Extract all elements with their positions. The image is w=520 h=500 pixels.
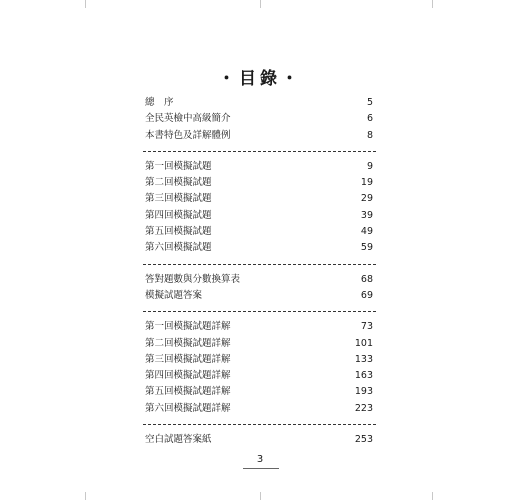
crop-mark [432, 492, 433, 500]
toc-entry-label: 第四回模擬試題 [145, 209, 212, 221]
crop-mark [260, 0, 261, 8]
toc-entry[interactable] [143, 111, 376, 127]
toc-entry-label: 第二回模擬試題詳解 [145, 337, 231, 349]
toc-entry-label: 第三回模擬試題 [145, 193, 212, 205]
toc-entry[interactable] [143, 272, 376, 288]
toc-entry-page: 193 [354, 386, 373, 398]
toc-entry-label: 第四回模擬試題詳解 [145, 370, 231, 382]
toc-entry-label: 第一回模擬試題詳解 [145, 321, 231, 333]
crop-mark [85, 492, 86, 500]
toc-entry-label: 第六回模擬試題詳解 [145, 402, 231, 414]
toc-entry-label: 空白試題答案紙 [145, 434, 212, 446]
toc-entry-label: 總 序 [145, 97, 174, 108]
page-number-underline [243, 468, 279, 469]
toc-entry-page: 6 [366, 113, 373, 125]
toc-entry[interactable] [143, 368, 376, 384]
toc-entry-label: 第五回模擬試題詳解 [145, 386, 231, 398]
toc-entry-page: 69 [360, 289, 373, 301]
toc-entry-page: 68 [360, 273, 373, 285]
toc-entry[interactable] [143, 95, 376, 111]
section-divider [143, 264, 376, 265]
toc-entry-label: 第一回模擬試題 [145, 160, 212, 172]
toc-entry-page: 101 [354, 337, 373, 349]
toc-entry-page: 29 [360, 193, 373, 205]
page-title: ・目錄・ [218, 69, 302, 89]
section-divider [143, 151, 376, 152]
toc-entry-page: 39 [360, 209, 373, 221]
toc-entry[interactable] [143, 384, 376, 400]
toc-entry[interactable] [143, 288, 376, 304]
toc-entry-page: 223 [354, 402, 373, 414]
toc-entry-label: 答對題數與分數換算表 [145, 273, 241, 285]
crop-mark [260, 492, 261, 500]
toc-entry-page: 49 [360, 226, 373, 238]
toc-entry-page: 59 [360, 242, 373, 254]
toc-entry[interactable] [143, 175, 376, 191]
toc-entry-page: 5 [366, 97, 373, 108]
toc-entry-label: 第三回模擬試題詳解 [145, 353, 231, 365]
toc-entry[interactable] [143, 224, 376, 240]
toc-entry[interactable] [143, 401, 376, 417]
toc-entry-page: 253 [354, 434, 373, 446]
page-number: 3 [256, 454, 264, 465]
toc-entry-page: 19 [360, 177, 373, 189]
toc-entry-label: 第二回模擬試題 [145, 177, 212, 189]
section-divider [143, 311, 376, 312]
toc-entry[interactable] [143, 208, 376, 224]
toc-entry-label: 模擬試題答案 [145, 289, 203, 301]
table-of-contents [143, 95, 376, 448]
toc-entry[interactable] [143, 352, 376, 368]
toc-entry-page: 163 [354, 370, 373, 382]
toc-entry[interactable] [143, 432, 376, 448]
toc-entry-page: 133 [354, 353, 373, 365]
toc-entry[interactable] [143, 128, 376, 144]
toc-entry[interactable] [143, 191, 376, 207]
toc-entry-label: 全民英檢中高級簡介 [145, 113, 231, 125]
toc-entry[interactable] [143, 319, 376, 335]
toc-entry-label: 第五回模擬試題 [145, 226, 212, 238]
crop-mark [432, 0, 433, 8]
crop-mark [85, 0, 86, 8]
section-divider [143, 424, 376, 425]
toc-entry[interactable] [143, 336, 376, 352]
toc-entry-label: 第六回模擬試題 [145, 242, 212, 254]
toc-entry[interactable] [143, 159, 376, 175]
toc-entry-page: 8 [366, 129, 373, 141]
toc-entry-page: 73 [360, 321, 373, 333]
toc-entry-label: 本書特色及詳解體例 [145, 129, 231, 141]
toc-entry[interactable] [143, 240, 376, 256]
toc-entry-page: 9 [366, 160, 373, 172]
